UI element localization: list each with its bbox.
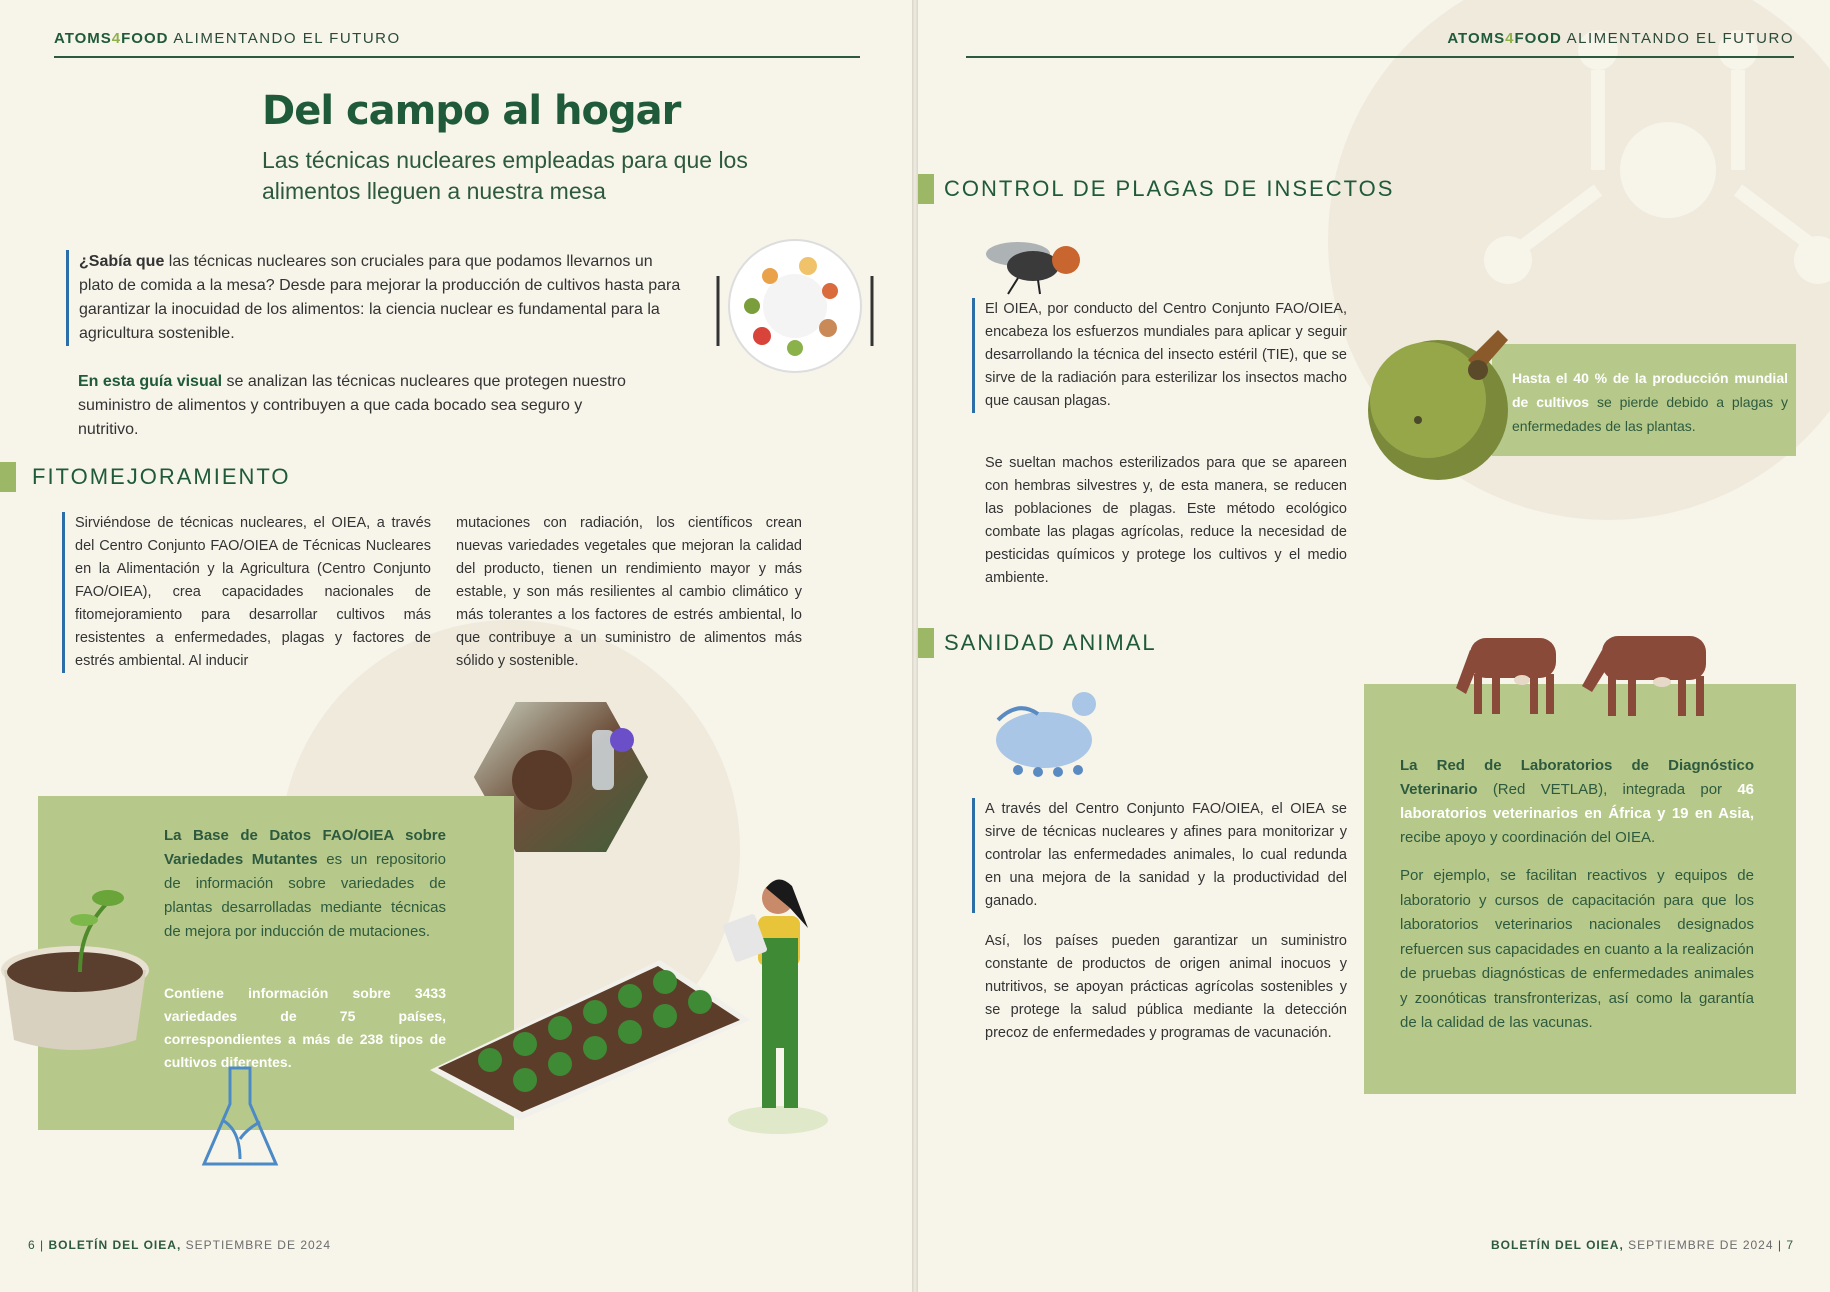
flask-icon — [200, 1064, 280, 1174]
seedling-tray-illustration — [430, 920, 750, 1120]
header-rule — [54, 56, 860, 58]
intro-paragraph: ¿Sabía que las técnicas nucleares son cruciales para que podamos llevarnos un plato de comida a la mesa? Desde para mejorar la producción de cultivos hasta para garantizar la inocuidad de los alimentos: la ciencia nuclear es fundamental para la agricultura sostenible. — [66, 250, 691, 346]
section-heading-sanidad: SANIDAD ANIMAL — [918, 628, 1157, 658]
pest-paragraph-2: Se sueltan machos esterilizados para que se apareen con hembras silvestres y, de esta manera, se reducen las poblaciones de plagas. Este método ecológico combate las plagas agrícolas, reduce la necesidad de pesticidas químicos y protege los cultivos y el medio ambiente. — [985, 455, 1347, 586]
pest-paragraph-1: El OIEA, por conducto del Centro Conjunto FAO/OIEA, encabeza los esfuerzos mundiales para aplicar y seguir desarrollando la técnica del insecto estéril (TIE), que se sirve de la radiación para esterilizar los insectos macho que causan plagas. — [972, 298, 1347, 413]
plate-illustration — [710, 236, 880, 376]
vetlab-box — [1364, 684, 1796, 1094]
header-left: ATOMS4FOOD ALIMENTANDO EL FUTURO — [54, 30, 401, 47]
cows-illustration — [1452, 616, 1752, 726]
mutant-database-text: La Base de Datos FAO/OIEA sobre Variedades Mutantes es un repositorio de información sobre variedades de plantas desarrolladas mediante técnicas de mejora por inducción de mutaciones. — [164, 827, 446, 940]
mutant-database-stat: Contiene información sobre 3433 variedades de 75 países, correspondientes a más de 238 tipos de cultivos diferentes. — [164, 985, 446, 1070]
animal-paragraph-1: A través del Centro Conjunto FAO/OIEA, el OIEA se sirve de técnicas nucleares y afines para monitorizar y controlar las enfermedades animales, lo cual redunda en una mejora de la sanidad y la productividad del ganado. — [972, 798, 1347, 913]
body-column-2: mutaciones con radiación, los científicos crean nuevas variedades vegetales que mejoran la calidad del producto, tienen un rendimiento mayor y más estable, y son más resilientes al cambio climático y más tolerantes a los factores de estrés ambiental, lo que contribuye a un suministro de alimentos más sólido y sostenible. — [456, 515, 802, 669]
header-rule-right — [966, 56, 1794, 58]
hen-illustration — [988, 680, 1108, 780]
farmer-woman-illustration — [718, 868, 838, 1138]
damaged-fruit-illustration — [1348, 320, 1538, 480]
footer-left: 6 | BOLETÍN DEL OIEA, SEPTIEMBRE DE 2024 — [28, 1238, 332, 1252]
left-page — [0, 0, 912, 1292]
vetlab-text: La Red de Laboratorios de Diagnóstico Veterinario (Red VETLAB), integrada por 46 laboratorios veterinarios en África y 19 en Asia, recibe apoyo y coordinación del OIEA. — [1400, 757, 1754, 846]
footer-right: BOLETÍN DEL OIEA, SEPTIEMBRE DE 2024 | 7 — [1490, 1238, 1794, 1252]
atom-lines-decoration — [1438, 30, 1830, 330]
section-heading-plagas: CONTROL DE PLAGAS DE INSECTOS — [918, 174, 1394, 204]
right-page — [918, 0, 1830, 1292]
page-subtitle: Las técnicas nucleares empleadas para que los alimentos lleguen a nuestra mesa — [262, 147, 748, 204]
vetlab-example-text: Por ejemplo, se facilitan reactivos y equipos de laboratorio y cursos de capacitación para que los laboratorios veterinarios nacionales designados refuercen sus capacidades en cuanto a la realización de pruebas diagnósticas de enfermedades animales y zoonóticas transfronterizas, así como la garantía de la calidad de las vacunas. — [1400, 867, 1754, 1031]
fly-illustration — [978, 226, 1088, 296]
seedling-pot-illustration — [0, 860, 160, 1060]
page-title: Del campo al hogar — [262, 88, 681, 134]
pest-loss-text: Hasta el 40 % de la producción mundial de cultivos se pierde debido a plagas y enfermedades de las plantas. — [1512, 370, 1788, 434]
animal-paragraph-2: Así, los países pueden garantizar un suministro constante de productos de origen animal inocuos y nutritivos, se apoyan prácticas agrícolas sostenibles y se protege la salud pública mediante la detección precoz de enfermedades y programas de vacunación. — [985, 933, 1347, 1041]
header-tagline: ALIMENTANDO EL FUTURO — [173, 30, 401, 47]
section-heading-fitomejoramiento: FITOMEJORAMIENTO — [0, 462, 291, 492]
header-right: ATOMS4FOOD ALIMENTANDO EL FUTURO — [1447, 30, 1794, 47]
body-column-1: Sirviéndose de técnicas nucleares, el OIEA, a través del Centro Conjunto FAO/OIEA de Técnicas Nucleares en la Alimentación y la Agricultura (Centro Conjunto FAO/OIEA), crea capacidades nacionales de fitomejoramiento para desarrollar cultivos más resistentes a enfermedades, plagas y factores de estrés ambiental. Al inducir — [62, 512, 431, 673]
guide-paragraph: En esta guía visual se analizan las técnicas nucleares que protegen nuestro suministro de alimentos y contribuyen a que cada bocado sea seguro y nutritivo. — [78, 373, 626, 438]
